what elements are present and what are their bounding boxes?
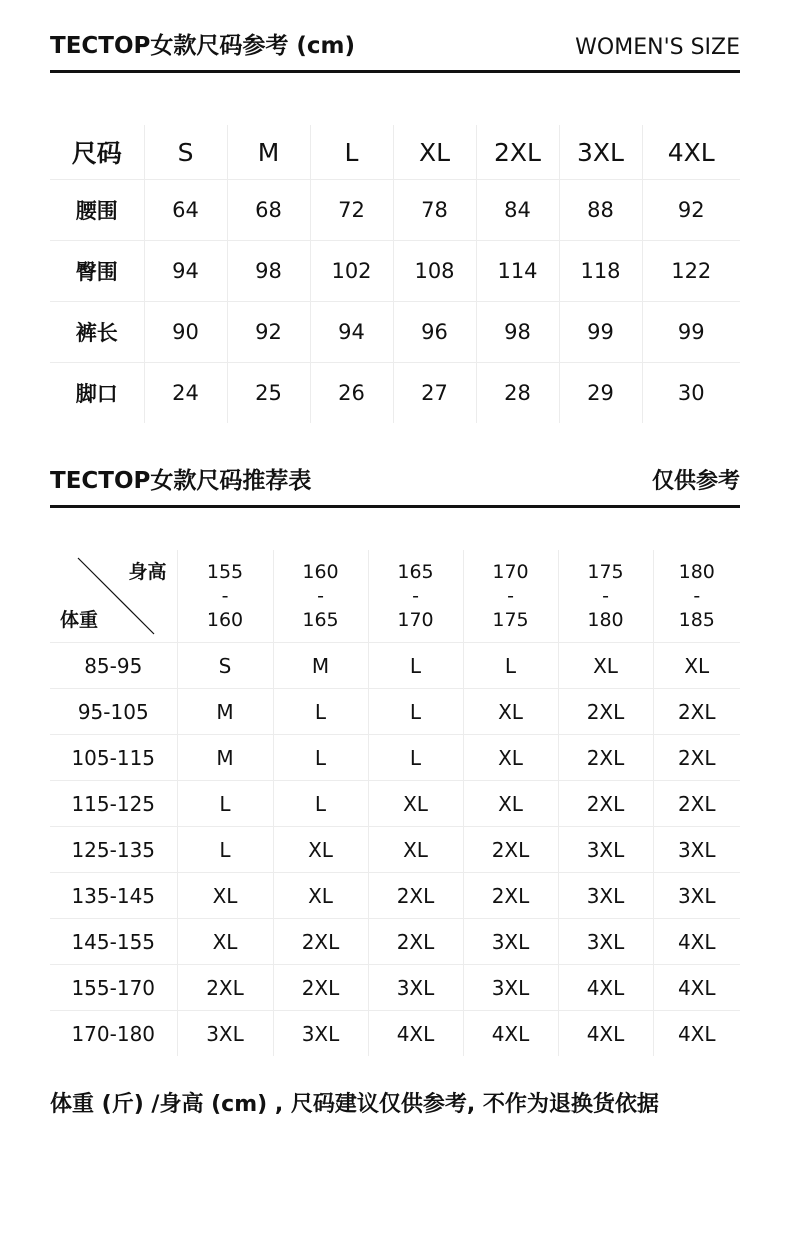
size-header-cell: 2XL	[476, 125, 559, 180]
height-to: 160	[206, 609, 244, 631]
recommend-title-right: 仅供参考	[651, 469, 740, 494]
footer-note: 体重 (斤) /身高 (cm) , 尺码建议仅供参考, 不作为退换货依据	[50, 1092, 659, 1117]
corner-cell	[50, 550, 177, 643]
height-range-cell	[653, 550, 740, 643]
recommend-size-cell: L	[368, 689, 463, 735]
size-cell: 64	[144, 180, 227, 241]
recommend-size-cell: S	[177, 643, 273, 689]
size-cell: 96	[393, 302, 476, 363]
recommend-size-cell: 3XL	[368, 965, 463, 1011]
size-header-cell: 3XL	[559, 125, 642, 180]
recommend-size-cell: XL	[368, 827, 463, 873]
size-cell: 26	[310, 363, 393, 424]
recommend-size-cell: 2XL	[273, 919, 368, 965]
height-sep: -	[602, 585, 609, 607]
height-to: 185	[678, 609, 715, 631]
weight-range-cell: 85-95	[50, 643, 177, 689]
height-range-cell	[273, 550, 368, 643]
recommend-size-cell: 3XL	[558, 827, 653, 873]
recommend-size-cell: 3XL	[558, 919, 653, 965]
recommend-size-cell: M	[177, 735, 273, 781]
height-to: 170	[397, 609, 434, 631]
recommend-row	[50, 919, 740, 965]
recommend-size-cell: XL	[463, 735, 558, 781]
recommend-header-row	[50, 550, 740, 643]
corner-height-label: 身高	[128, 561, 167, 583]
recommend-size-cell: L	[368, 643, 463, 689]
weight-range-cell: 145-155	[50, 919, 177, 965]
recommend-row	[50, 1011, 740, 1057]
height-range-cell	[368, 550, 463, 643]
recommend-size-cell: 2XL	[558, 781, 653, 827]
recommend-size-cell: XL	[558, 643, 653, 689]
height-sep: -	[412, 585, 419, 607]
recommend-size-cell: 2XL	[368, 919, 463, 965]
weight-range-cell: 95-105	[50, 689, 177, 735]
recommend-header	[50, 465, 740, 508]
size-header-cell: S	[144, 125, 227, 180]
recommend-size-cell: 4XL	[463, 1011, 558, 1057]
recommend-size-cell: 3XL	[463, 919, 558, 965]
height-sep: -	[317, 585, 324, 607]
recommend-size-cell: XL	[463, 689, 558, 735]
recommend-size-cell: L	[273, 735, 368, 781]
size-header-cell: L	[310, 125, 393, 180]
size-cell: 84	[476, 180, 559, 241]
weight-range-cell: 125-135	[50, 827, 177, 873]
size-cell: 92	[642, 180, 740, 241]
size-cell: 68	[227, 180, 310, 241]
size-row-label: 腰围	[50, 180, 144, 241]
size-chart-table	[50, 125, 740, 423]
size-cell: 88	[559, 180, 642, 241]
recommend-table	[50, 550, 740, 1056]
recommend-row	[50, 643, 740, 689]
recommend-row	[50, 873, 740, 919]
height-sep: -	[507, 585, 514, 607]
size-header-cell: 4XL	[642, 125, 740, 180]
recommend-size-cell: XL	[273, 827, 368, 873]
size-cell: 94	[144, 241, 227, 302]
recommend-size-cell: 2XL	[558, 689, 653, 735]
size-cell: 94	[310, 302, 393, 363]
recommend-size-cell: 2XL	[177, 965, 273, 1011]
size-header-cell: XL	[393, 125, 476, 180]
recommend-size-cell: 2XL	[653, 781, 740, 827]
size-cell: 72	[310, 180, 393, 241]
recommend-size-cell: 3XL	[463, 965, 558, 1011]
recommend-size-cell: L	[368, 735, 463, 781]
weight-range-cell: 115-125	[50, 781, 177, 827]
recommend-size-cell: 4XL	[653, 1011, 740, 1057]
recommend-size-cell: 3XL	[653, 873, 740, 919]
size-cell: 108	[393, 241, 476, 302]
size-cell: 28	[476, 363, 559, 424]
size-cell: 90	[144, 302, 227, 363]
recommend-size-cell: 2XL	[463, 827, 558, 873]
height-sep: -	[693, 585, 701, 607]
recommend-title: TECTOP女款尺码推荐表	[50, 468, 312, 494]
recommend-size-cell: 3XL	[177, 1011, 273, 1057]
size-chart-header	[50, 30, 740, 73]
size-cell: 29	[559, 363, 642, 424]
height-to: 180	[587, 609, 624, 631]
size-header-row	[50, 125, 740, 180]
height-to: 175	[492, 609, 529, 631]
height-sep: -	[221, 585, 229, 607]
recommend-size-cell: 2XL	[463, 873, 558, 919]
height-to: 165	[302, 609, 339, 631]
size-cell: 118	[559, 241, 642, 302]
size-row	[50, 363, 740, 424]
weight-range-cell: 170-180	[50, 1011, 177, 1057]
recommend-size-cell: 4XL	[558, 965, 653, 1011]
height-from: 165	[397, 561, 434, 583]
recommend-size-cell: 4XL	[653, 919, 740, 965]
size-cell: 102	[310, 241, 393, 302]
size-cell: 30	[642, 363, 740, 424]
size-cell: 114	[476, 241, 559, 302]
height-range-cell	[177, 550, 273, 643]
recommend-size-cell: 3XL	[273, 1011, 368, 1057]
recommend-size-cell: 2XL	[653, 735, 740, 781]
recommend-row	[50, 781, 740, 827]
recommend-size-cell: L	[273, 781, 368, 827]
recommend-size-cell: 3XL	[558, 873, 653, 919]
size-row	[50, 241, 740, 302]
recommend-size-cell: L	[463, 643, 558, 689]
recommend-size-cell: XL	[463, 781, 558, 827]
size-chart-title: TECTOP女款尺码参考 (cm)	[50, 33, 356, 59]
size-chart-title-right: WOMEN'S SIZE	[575, 35, 740, 60]
recommend-size-cell: XL	[177, 873, 273, 919]
height-from: 175	[587, 561, 624, 583]
recommend-size-cell: XL	[273, 873, 368, 919]
height-from: 155	[206, 561, 244, 583]
size-row-label: 脚口	[50, 363, 144, 424]
recommend-size-cell: XL	[368, 781, 463, 827]
height-range-cell	[463, 550, 558, 643]
recommend-row	[50, 827, 740, 873]
recommend-size-cell: 4XL	[653, 965, 740, 1011]
recommend-size-cell: 2XL	[273, 965, 368, 1011]
size-cell: 24	[144, 363, 227, 424]
corner-diagonal	[50, 550, 177, 642]
size-header-label: 尺码	[71, 139, 122, 168]
recommend-size-cell: XL	[177, 919, 273, 965]
height-range-cell	[558, 550, 653, 643]
height-from: 170	[492, 561, 529, 583]
recommend-size-cell: 4XL	[558, 1011, 653, 1057]
recommend-size-cell: XL	[653, 643, 740, 689]
size-cell: 92	[227, 302, 310, 363]
corner-weight-label: 体重	[60, 609, 99, 631]
recommend-size-cell: M	[273, 643, 368, 689]
recommend-size-cell: L	[273, 689, 368, 735]
size-row-label: 裤长	[50, 302, 144, 363]
weight-range-cell: 105-115	[50, 735, 177, 781]
recommend-size-cell: 3XL	[653, 827, 740, 873]
size-cell: 25	[227, 363, 310, 424]
size-cell: 122	[642, 241, 740, 302]
recommend-size-cell: 2XL	[558, 735, 653, 781]
size-row	[50, 180, 740, 241]
recommend-size-cell: L	[177, 827, 273, 873]
height-from: 180	[678, 561, 715, 583]
recommend-size-cell: 2XL	[368, 873, 463, 919]
size-header-cell: M	[227, 125, 310, 180]
size-cell: 27	[393, 363, 476, 424]
height-from: 160	[302, 561, 339, 583]
recommend-size-cell: M	[177, 689, 273, 735]
size-cell: 98	[227, 241, 310, 302]
recommend-size-cell: 2XL	[653, 689, 740, 735]
recommend-row	[50, 735, 740, 781]
size-cell: 98	[476, 302, 559, 363]
recommend-row	[50, 689, 740, 735]
size-cell: 99	[559, 302, 642, 363]
recommend-size-cell: L	[177, 781, 273, 827]
size-cell: 99	[642, 302, 740, 363]
size-row	[50, 302, 740, 363]
recommend-size-cell: 4XL	[368, 1011, 463, 1057]
weight-range-cell: 135-145	[50, 873, 177, 919]
size-cell: 78	[393, 180, 476, 241]
weight-range-cell: 155-170	[50, 965, 177, 1011]
size-row-label: 臀围	[50, 241, 144, 302]
recommend-row	[50, 965, 740, 1011]
